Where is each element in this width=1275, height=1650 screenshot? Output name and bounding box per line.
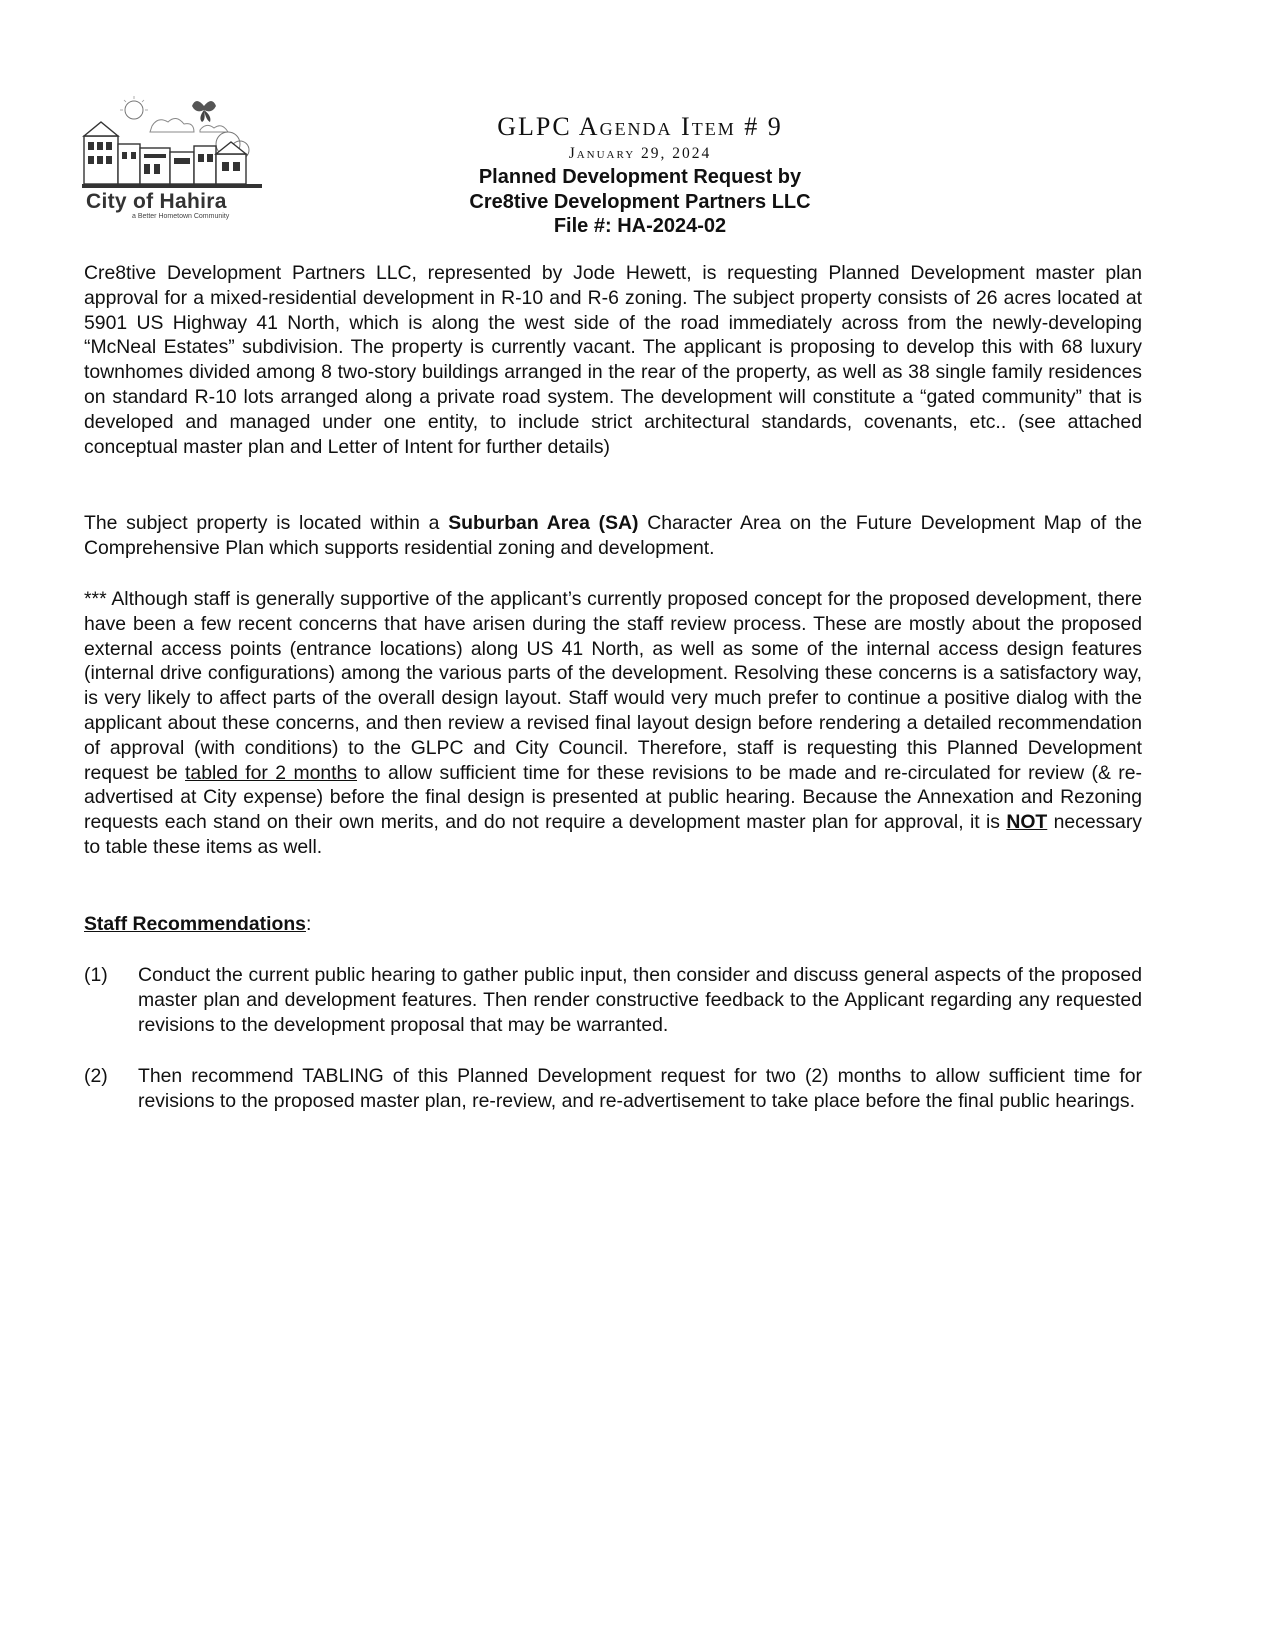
agenda-date: January 29, 2024 [568,145,712,162]
recommendation-number: (2) [84,1065,108,1087]
recommendation-number: (1) [84,964,108,986]
paragraph-staff-concerns [84,587,1142,860]
recommendations-colon: : [305,913,312,935]
request-title-line-1: Planned Development Request by [478,166,802,188]
paragraph-request-summary: Cre8tive Development Partners LLC, represented by Jode Hewett, is requesting Planned Development master plan approval for a mixed-residential development in R-10 and R-6 zoning. The subject property consists of 26 acres located at 5901 US Highway 41 North, which is along the west side of the road immediately across from the newly-developing “McNeal Estates” subdivision. The property is currently vacant. The applicant is proposing to develop this with 68 luxury townhomes divided among 8 two-story buildings arranged in the rear of the property, as well as 38 single family residences on standard R-10 lots arranged along a private road system. The development will constitute a “gated community” that is developed and managed under one entity, to include strict architectural standards, covenants, etc.. (see attached conceptual master plan and Letter of Intent for further details) [84,262,1142,458]
file-number: File #: HA-2024-02 [553,215,727,237]
not-emphasis: NOT [1006,811,1048,834]
logo-city-name: City of Hahira [86,190,227,213]
recommendations-heading [84,912,311,937]
logo-tagline: a Better Hometown Community [132,213,230,220]
paragraph-text: Character Area on the Future Development Map of the Comprehensive Plan which supports residential zoning and development. [84,512,1142,559]
recommendation-item [84,963,1142,1037]
recommendation-item [84,1064,1142,1114]
suburban-area-label: Suburban Area (SA) [448,512,639,534]
paragraph-text: The subject property is located within a [84,512,449,534]
city-logo [82,96,272,226]
recommendations-title: Staff Recommendations [84,913,306,935]
paragraph-text: necessary to table these items as well. [84,811,1142,858]
recommendation-text: Then recommend TABLING of this Planned Development request for two (2) months to allow sufficient time for revisions to the proposed master plan, re-review, and re-advertisement to take place before the final public hearings. [138,1065,1142,1112]
paragraph-text: *** Although staff is generally supportive of the applicant’s currently proposed concept for the proposed development, there have been a few recent concerns that have arisen during the staff review process. These are mostly about the proposed external access points (entrance locations) along US 41 North, as well as some of the internal access design features (internal drive configurations) among the various parts of the development. Resolving these concerns is a satisfactory way, is very likely to affect parts of the overall design layout. Staff would very much prefer to continue a positive dialog with the applicant about these concerns, and then review a revised final layout design before rendering a detailed recommendation of approval (with conditions) to the GLPC and City Council. Therefore, staff is requesting this Planned Development request be [84,588,1142,784]
tabled-duration: tabled for 2 months [185,761,358,784]
agenda-item-title: GLPC Agenda Item # 9 [497,112,783,141]
city-skyline-logo-icon [82,96,272,196]
recommendation-text: Conduct the current public hearing to gather public input, then consider and discuss general aspects of the proposed master plan and development features. Then render constructive feedback to the Applicant regarding any requested revisions to the development proposal that may be warranted. [138,964,1142,1036]
paragraph-text: to allow sufficient time for these revisions to be made and re-circulated for review (& re-advertised at City expense) before the final design is presented at public hearing. Because the Annexation and Rezoning requests each stand on their own merits, and do not require a development master plan for approval, it is [84,761,1142,834]
request-title-line-2: Cre8tive Development Partners LLC [469,190,811,213]
document-header [340,112,940,239]
paragraph-character-area [84,511,1142,561]
